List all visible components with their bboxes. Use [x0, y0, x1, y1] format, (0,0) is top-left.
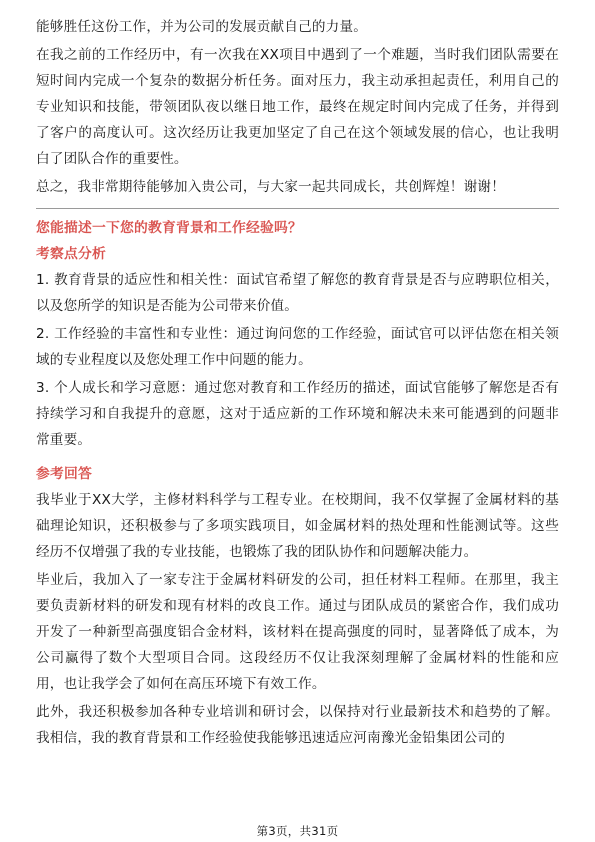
analysis-heading: 考察点分析 [36, 246, 106, 262]
answer-paragraph: 此外，我还积极参加各种专业培训和研讨会，以保持对行业最新技术和趋势的了解。我相信，我的教育背景和工作经验使我能够迅速适应河南豫光金铅集团公司的 [36, 704, 559, 746]
answer-paragraph: 毕业后，我加入了一家专注于金属材料研发的公司，担任材料工程师。在那里，我主要负责新材料的研发和现有材料的改良工作。通过与团队成员的紧密合作，我们成功开发了一种新型高强度铝合金材料，该材料在提高强度的同时，显著降低了成本，为公司赢得了数个大型项目合同。这段经历不仅让我深刻理解了金属材料的性能和应用，也让我学会了如何在高压环境下有效工作。 [36, 572, 559, 692]
closing-paragraph: 总之，我非常期待能够加入贵公司，与大家一起共同成长，共创辉煌！谢谢！ [36, 179, 505, 195]
page-number: 第3页，共31页 [256, 824, 339, 838]
document-page [36, 14, 559, 751]
section-divider [36, 208, 559, 209]
experience-paragraph: 在我之前的工作经历中，有一次我在XX项目中遇到了一个难题，当时我们团队需要在短时间内完成一个复杂的数据分析任务。面对压力，我主动承担起责任，利用自己的专业知识和技能，带领团队夜以继日地工作，最终在规定时间内完成了任务，并得到了客户的高度认可。这次经历让我更加坚定了自己在这个领域发展的信心，也让我明白了团队合作的重要性。 [36, 47, 559, 167]
question-title: 您能描述一下您的教育背景和工作经验吗？ [36, 220, 302, 236]
analysis-item: 1. 教育背景的适应性和相关性：面试官希望了解您的教育背景是否与应聘职位相关，以及您所学的知识是否能为公司带来价值。 [36, 272, 559, 314]
analysis-item: 3. 个人成长和学习意愿：通过您对教育和工作经历的描述，面试官能够了解您是否有持续学习和自我提升的意愿，这对于适应新的工作环境和解决未来可能遇到的问题非常重要。 [36, 380, 559, 448]
intro-paragraph: 能够胜任这份工作，并为公司的发展贡献自己的力量。 [36, 19, 368, 35]
answer-heading: 参考回答 [36, 466, 92, 482]
analysis-item: 2. 工作经验的丰富性和专业性：通过询问您的工作经验，面试官可以评估您在相关领域的专业程度以及您处理工作中问题的能力。 [36, 326, 559, 368]
answer-paragraph: 我毕业于XX大学，主修材料科学与工程专业。在校期间，我不仅掌握了金属材料的基础理论知识，还积极参与了多项实践项目，如金属材料的热处理和性能测试等。这些经历不仅增强了我的专业技能，也锻炼了我的团队协作和问题解决能力。 [36, 492, 559, 560]
